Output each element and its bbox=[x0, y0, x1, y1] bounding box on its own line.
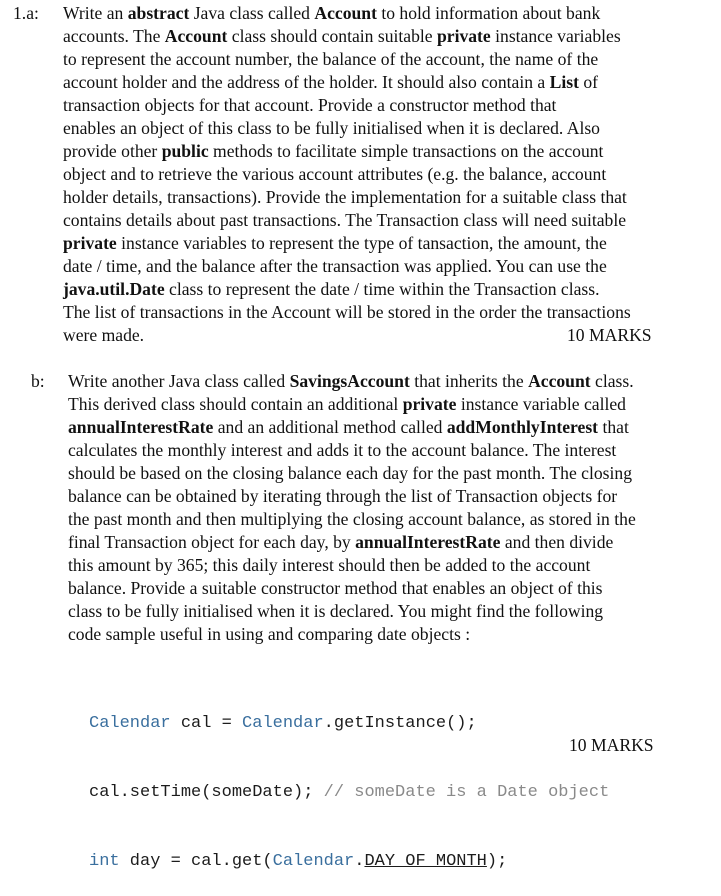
text-segment: account holder and the address of the holder. It should also contain a bbox=[63, 72, 550, 92]
question-a-line-11 bbox=[13, 255, 713, 278]
text-segment: provide other bbox=[63, 141, 162, 161]
text-segment: cal.setTime(someDate); bbox=[89, 783, 324, 802]
question-b-line-9 bbox=[31, 577, 717, 600]
text-segment: class to be fully initialised when it is declared. You might find the following bbox=[68, 601, 604, 621]
text-segment: to hold information about bank bbox=[376, 3, 601, 23]
bold-term: java.util.Date bbox=[63, 279, 165, 299]
text-segment: the past month and then multiplying the closing account balance, as stored in the bbox=[68, 509, 636, 529]
question-a-line-1 bbox=[13, 25, 713, 48]
text-segment: instance variables bbox=[490, 26, 621, 46]
text-segment: class to represent the date / time within the Transaction class. bbox=[164, 279, 600, 299]
question-b-line-1 bbox=[31, 393, 717, 416]
text-segment: code sample useful in using and comparing date objects : bbox=[68, 624, 471, 644]
bold-term: abstract bbox=[127, 3, 190, 23]
question-b-marks: 10 MARKS bbox=[569, 735, 654, 755]
text-segment: class should contain suitable bbox=[227, 26, 437, 46]
text-segment: methods to facilitate simple transactions on the account bbox=[208, 141, 604, 161]
text-segment: accounts. The bbox=[63, 26, 165, 46]
question-b-label: b: bbox=[31, 371, 45, 391]
question-a-line-4 bbox=[13, 94, 713, 117]
text-segment: that inherits the bbox=[409, 371, 529, 391]
text-segment: This derived class should contain an additional bbox=[68, 394, 403, 414]
bold-term: private bbox=[63, 233, 117, 253]
text-segment: Calendar bbox=[242, 714, 324, 733]
question-b-line-4 bbox=[31, 462, 717, 485]
question-b-line-10 bbox=[31, 600, 717, 623]
text-segment: instance variable called bbox=[456, 394, 626, 414]
code-line-0 bbox=[89, 712, 609, 735]
question-a-line-0 bbox=[13, 2, 713, 25]
question-a-line-7 bbox=[13, 163, 713, 186]
question-b-line-0 bbox=[31, 370, 717, 393]
code-sample bbox=[89, 666, 609, 896]
text-segment: and an additional method called bbox=[213, 417, 447, 437]
question-b-line-2 bbox=[31, 416, 717, 439]
text-segment: contains details about past transactions. The Transaction class will need suitable bbox=[63, 210, 627, 230]
question-a-line-3 bbox=[13, 71, 713, 94]
question-a-line-12 bbox=[13, 278, 713, 301]
bold-term: List bbox=[549, 72, 579, 92]
question-a-line-6 bbox=[13, 140, 713, 163]
text-segment: balance. Provide a suitable constructor method that enables an object of this bbox=[68, 578, 603, 598]
question-b-line-3 bbox=[31, 439, 717, 462]
bold-term: private bbox=[436, 26, 491, 46]
text-segment: and then divide bbox=[500, 532, 614, 552]
text-segment: should be based on the closing balance each day for the past month. The closing bbox=[68, 463, 632, 483]
question-a-line-13 bbox=[13, 301, 713, 324]
question-b-line-8 bbox=[31, 554, 717, 577]
bold-term: SavingsAccount bbox=[289, 371, 410, 391]
question-b-line-11 bbox=[31, 623, 717, 646]
code-line-1 bbox=[89, 781, 609, 804]
bold-term: addMonthlyInterest bbox=[446, 417, 599, 437]
question-b-line-6 bbox=[31, 508, 717, 531]
text-segment: instance variables to represent the type of tansaction, the amount, the bbox=[116, 233, 607, 253]
text-segment: int bbox=[89, 852, 120, 871]
text-segment: were made. bbox=[63, 325, 145, 345]
bold-term: private bbox=[402, 394, 457, 414]
question-b-line-7 bbox=[31, 531, 717, 554]
text-segment: class. bbox=[590, 371, 634, 391]
question-a-line-9 bbox=[13, 209, 713, 232]
text-segment: to represent the account number, the balance of the account, the name of the bbox=[63, 49, 599, 69]
text-segment: holder details, transactions). Provide the implementation for a suitable class that bbox=[63, 187, 627, 207]
text-segment: ); bbox=[486, 852, 508, 871]
question-a-label: 1.a: bbox=[13, 3, 39, 23]
question-a-line-2 bbox=[13, 48, 713, 71]
text-segment: balance can be obtained by iterating through the list of Transaction objects for bbox=[68, 486, 618, 506]
question-a-line-10 bbox=[13, 232, 713, 255]
text-segment: day = cal.get( bbox=[119, 852, 273, 871]
text-segment: final Transaction object for each day, by bbox=[68, 532, 356, 552]
text-segment: of bbox=[578, 72, 599, 92]
text-segment: Java class called bbox=[189, 3, 315, 23]
bold-term: Account bbox=[528, 371, 591, 391]
question-b-line-5 bbox=[31, 485, 717, 508]
question-b bbox=[31, 370, 717, 646]
question-a-line-8 bbox=[13, 186, 713, 209]
text-segment: enables an object of this class to be fully initialised when it is declared. Also bbox=[63, 118, 600, 138]
question-a-marks: 10 MARKS bbox=[567, 325, 652, 345]
text-segment: Calendar bbox=[272, 852, 355, 871]
text-segment: . bbox=[354, 852, 365, 871]
bold-term: public bbox=[161, 141, 209, 161]
text-segment: The list of transactions in the Account will be stored in the order the transactions bbox=[63, 302, 631, 322]
text-segment: calculates the monthly interest and adds it to the account balance. The interest bbox=[68, 440, 617, 460]
text-segment: .getInstance(); bbox=[323, 714, 477, 733]
code-line-2 bbox=[89, 850, 609, 873]
text-segment: object and to retrieve the various account attributes (e.g. the balance, account bbox=[63, 164, 607, 184]
text-segment: cal = bbox=[170, 714, 243, 733]
bold-term: Account bbox=[314, 3, 377, 23]
text-segment: Calendar bbox=[89, 714, 171, 733]
question-a-line-5 bbox=[13, 117, 713, 140]
bold-term: annualInterestRate bbox=[355, 532, 501, 552]
text-segment: date / time, and the balance after the transaction was applied. You can use the bbox=[63, 256, 607, 276]
text-segment: DAY_OF_MONTH bbox=[364, 852, 487, 871]
question-a-line-14 bbox=[13, 324, 713, 347]
question-a bbox=[13, 2, 713, 347]
bold-term: Account bbox=[164, 26, 228, 46]
text-segment: that bbox=[598, 417, 629, 437]
text-segment: Write an bbox=[63, 3, 128, 23]
text-segment: this amount by 365; this daily interest should then be added to the account bbox=[68, 555, 591, 575]
code-comment: // someDate is a Date object bbox=[323, 783, 610, 802]
bold-term: annualInterestRate bbox=[68, 417, 214, 437]
text-segment: Write another Java class called bbox=[68, 371, 290, 391]
text-segment: transaction objects for that account. Provide a constructor method that bbox=[63, 95, 557, 115]
